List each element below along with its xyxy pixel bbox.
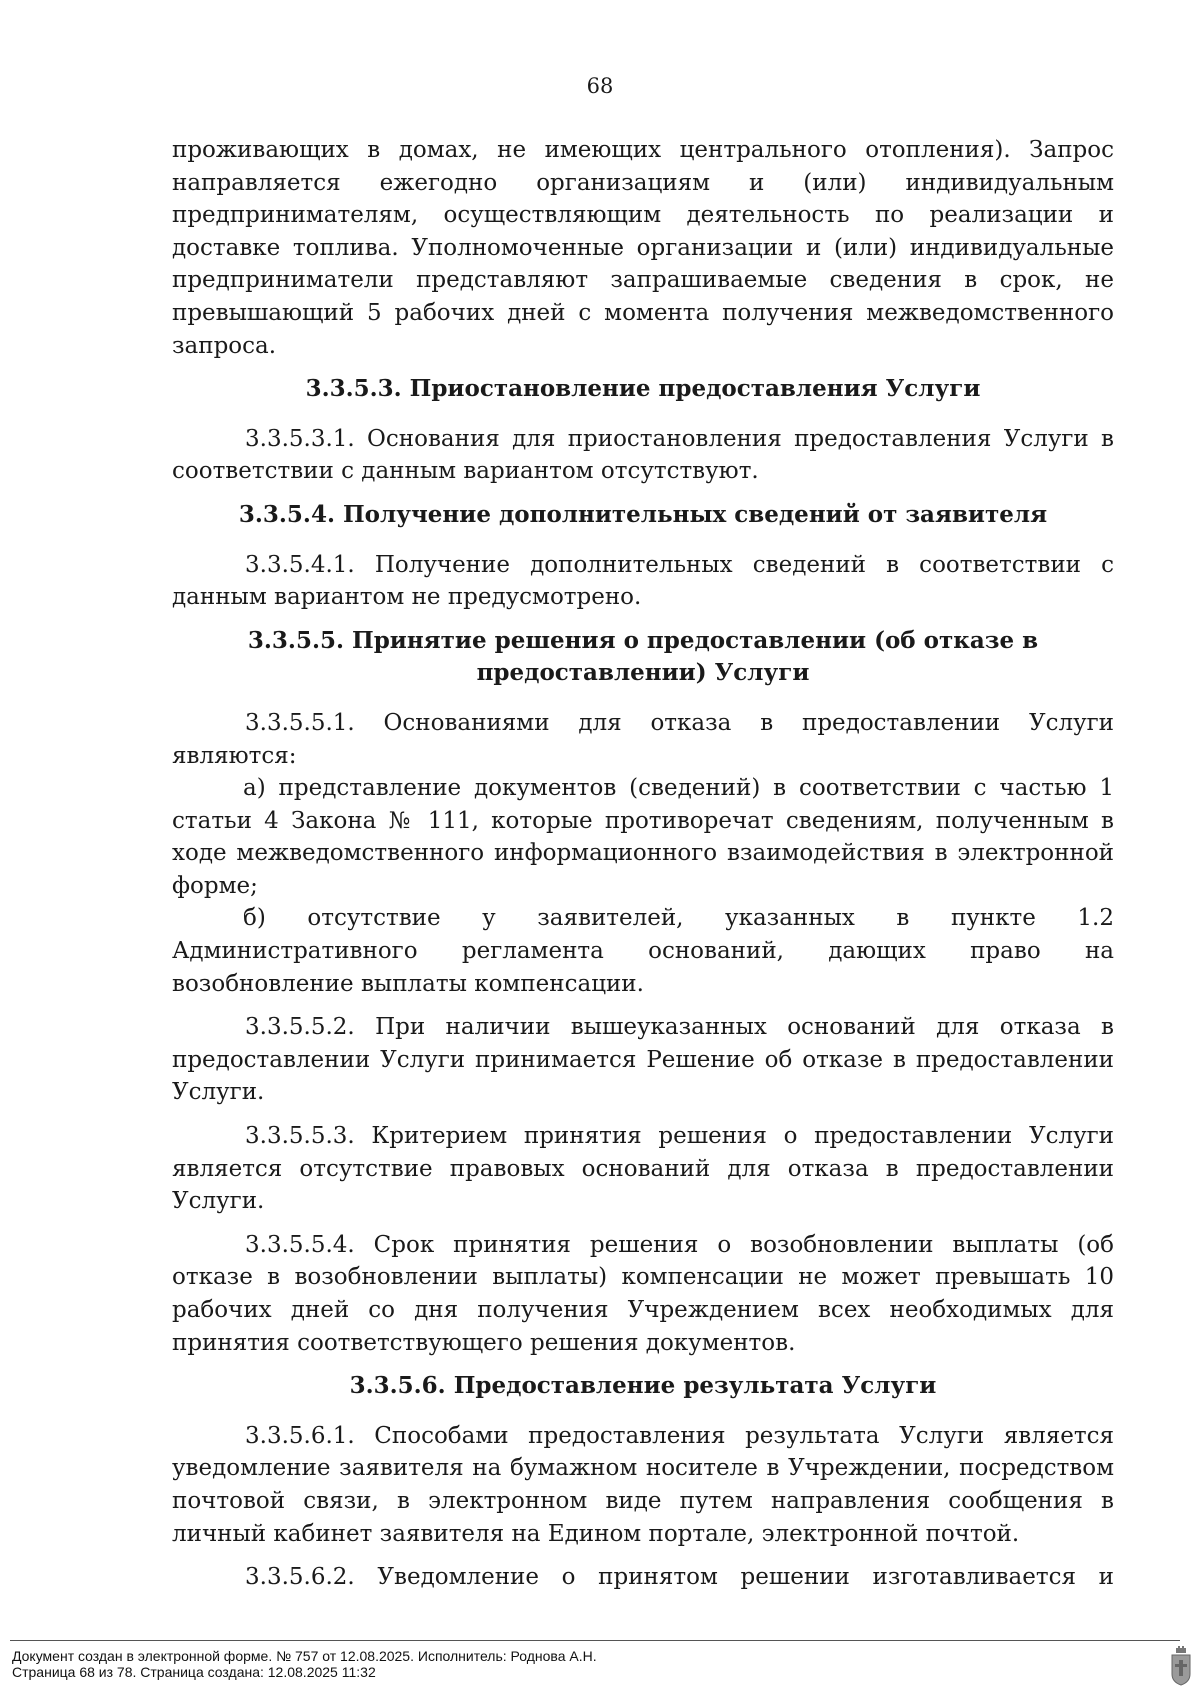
paragraph-33551: 3.3.5.5.1. Основаниями для отказа в предоставлении Услуги являются: xyxy=(172,709,1114,769)
footer-divider xyxy=(10,1640,1180,1641)
section-heading-3354: 3.3.5.4. Получение дополнительных сведений от заявителя xyxy=(238,500,1048,528)
document-body xyxy=(172,134,1114,1594)
paragraph-33561: 3.3.5.6.1. Способами предоставления результата Услуги является уведомление заявителя на бумажном носителе в Учреждении, посредством почтовой связи, в электронном виде путем направления сообщения в личный кабинет заявителя на Едином портале, электронной почтой. xyxy=(172,1422,1114,1547)
list-item-a: а) представление документов (сведений) в соответствии с частью 1 статьи 4 Закона № 111, которые противоречат сведениям, полученным в ходе межведомственного информационного взаимодействия в электронной форме; xyxy=(172,775,1114,899)
paragraph-33541: 3.3.5.4.1. Получение дополнительных сведений в соответствии с данным вариантом не предусмотрено. xyxy=(172,551,1114,611)
paragraph-33531: 3.3.5.3.1. Основания для приостановления предоставления Услуги в соответствии с данным вариантом отсутствуют. xyxy=(172,425,1114,485)
paragraph-intro: проживающих в домах, не имеющих центрального отопления). Запрос направляется ежегодно организациям и (или) индивидуальным предпринимателям, осуществляющим деятельность по реализации и доставке топлива. Уполномоченные организации и (или) индивидуальные предприниматели представляют запрашиваемые сведения в срок, не превышающий 5 рабочих дней с момента получения межведомственного запроса. xyxy=(172,137,1114,359)
section-heading-3355-line2: предоставлении) Услуги xyxy=(476,659,810,687)
footer-page-info: Страница 68 из 78. Страница создана: 12.08.2025 11:32 xyxy=(12,1664,376,1680)
section-heading-3356: 3.3.5.6. Предоставление результата Услуги xyxy=(349,1372,937,1400)
document-footer xyxy=(0,1640,1200,1698)
paragraph-33552: 3.3.5.5.2. При наличии вышеуказанных оснований для отказа в предоставлении Услуги принимается Решение об отказе в предоставлении Услуги. xyxy=(172,1014,1114,1106)
coat-of-arms-icon xyxy=(1170,1646,1192,1686)
page-number: 68 xyxy=(586,74,614,98)
footer-doc-info: Документ создан в электронной форме. № 757 от 12.08.2025. Исполнитель: Роднова А.Н. xyxy=(12,1648,597,1664)
paragraph-33554: 3.3.5.5.4. Срок принятия решения о возобновлении выплаты (об отказе в возобновлении выплаты) компенсации не может превышать 10 рабочих дней со дня получения Учреждением всех необходимых для принятия соответствующего решения документов. xyxy=(172,1231,1114,1356)
paragraph-33553: 3.3.5.5.3. Критерием принятия решения о предоставлении Услуги является отсутствие правовых оснований для отказа в предоставлении Услуги. xyxy=(172,1123,1114,1215)
section-heading-3353: 3.3.5.3. Приостановление предоставления Услуги xyxy=(305,375,981,403)
list-item-b: б) отсутствие у заявителей, указанных в пункте 1.2 Административного регламента оснований, дающих право на возобновление выплаты компенсации. xyxy=(172,905,1114,997)
section-heading-3355-line1: 3.3.5.5. Принятие решения о предоставлении (об отказе в xyxy=(247,626,1039,654)
paragraph-33562: 3.3.5.6.2. Уведомление о принятом решении изготавливается и xyxy=(245,1564,1114,1591)
section-heading-3355 xyxy=(172,625,1114,690)
